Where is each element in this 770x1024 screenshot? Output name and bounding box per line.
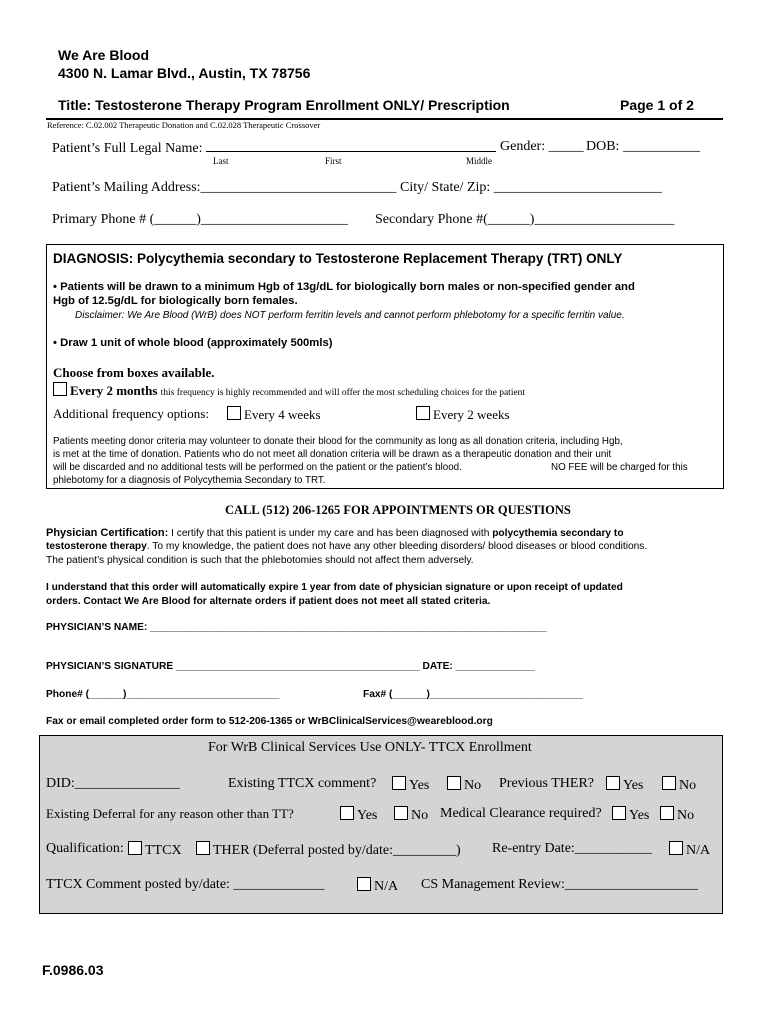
existing-deferral-no-checkbox[interactable] [394,806,408,820]
existing-deferral-no[interactable]: No [394,806,428,824]
no-fee-note: NO FEE will be charged for this [551,462,688,473]
qualification-ttcx-checkbox[interactable] [128,841,142,855]
medical-clearance-yes-checkbox[interactable] [612,806,626,820]
certification-line3: The patient’s physical condition is such that the phlebotomies should not affect them adversely. [46,555,474,566]
previous-ther-no[interactable]: No [662,776,696,794]
draw-unit-line: • Draw 1 unit of whole blood (approximately 500mls) [53,337,333,349]
ttcx-comment-na[interactable]: N/A [357,877,398,895]
primary-phone-field[interactable]: Primary Phone # (______)_____________________ [52,212,348,227]
reentry-na[interactable]: N/A [669,841,710,859]
did-field[interactable]: DID:_______________ [46,776,180,791]
donor-criteria-line2: is met at the time of donation. Patients who do not meet all donation criteria will be drawn as a therapeutic donation and their unit [53,449,612,460]
diagnosis-heading: DIAGNOSIS: Polycythemia secondary to Testosterone Replacement Therapy (TRT) ONLY [53,251,623,266]
existing-ttcx-no-checkbox[interactable] [447,776,461,790]
every-4-weeks-option[interactable] [227,406,321,423]
every-2-months-label: Every 2 months [70,383,158,398]
previous-ther-yes-checkbox[interactable] [606,776,620,790]
previous-ther-yes[interactable]: Yes [606,776,643,794]
dob-field[interactable]: DOB: ___________ [586,139,700,154]
form-id: F.0986.03 [42,962,104,978]
physician-fax-field[interactable]: Fax# (______)___________________________ [363,689,583,700]
medical-clearance-yes[interactable]: Yes [612,806,649,824]
reentry-date-field[interactable]: Re-entry Date:___________ [492,841,652,856]
hgb-criteria-line2: Hgb of 12.5g/dL for biologically born females. [53,295,298,307]
previous-ther-label: Previous THER? [499,776,595,791]
patient-name-line[interactable] [206,139,496,152]
donor-criteria-line1: Patients meeting donor criteria may volunteer to donate their blood for the community as long as all donation criteria, including Hgb, [53,436,623,447]
qualification-ther-checkbox[interactable] [196,841,210,855]
clinical-services-heading: For WrB Clinical Services Use ONLY- TTCX Enrollment [208,740,532,755]
page-indicator: Page 1 of 2 [620,97,694,113]
qualification-ther[interactable]: THER (Deferral posted by/date:_________) [196,841,461,859]
every-2-weeks-checkbox[interactable] [416,406,430,420]
existing-deferral-label: Existing Deferral for any reason other than TT? [46,806,294,821]
physician-signature-field[interactable]: PHYSICIAN’S SIGNATURE ___________________________________________ DATE: ______________ [46,661,535,672]
every-4-weeks-checkbox[interactable] [227,406,241,420]
donor-criteria-line3: will be discarded and no additional tests will be performed on the patient or the patient’s blood. [53,462,462,473]
secondary-phone-field[interactable]: Secondary Phone #(______)____________________ [375,212,675,227]
name-sub-middle: Middle [466,156,492,166]
existing-deferral-yes-checkbox[interactable] [340,806,354,820]
previous-ther-no-checkbox[interactable] [662,776,676,790]
cs-management-review-field[interactable]: CS Management Review:___________________ [421,877,698,892]
org-name: We Are Blood [58,47,150,63]
ferritin-disclaimer: Disclaimer: We Are Blood (WrB) does NOT perform ferritin levels and cannot perform phlebotomy for a specific ferritin value. [75,310,625,321]
gender-field[interactable]: Gender: _____ [500,139,584,154]
patient-name-field[interactable] [52,139,496,157]
org-address: 4300 N. Lamar Blvd., Austin, TX 78756 [58,65,311,81]
physician-name-field[interactable]: PHYSICIAN’S NAME: ______________________________________________________________________ [46,622,547,633]
existing-deferral-yes[interactable]: Yes [340,806,377,824]
name-sub-last: Last [213,156,229,166]
qualification-label: Qualification: [46,841,124,856]
call-appointments-line: CALL (512) 206-1265 FOR APPOINTMENTS OR QUESTIONS [225,503,571,517]
existing-ttcx-no[interactable]: No [447,776,481,794]
every-2-months-option[interactable] [53,382,525,399]
existing-ttcx-yes-checkbox[interactable] [392,776,406,790]
every-2-months-checkbox[interactable] [53,382,67,396]
reentry-na-checkbox[interactable] [669,841,683,855]
name-sub-first: First [325,156,342,166]
certification-line1: Physician Certification: I certify that this patient is under my care and has been diagnosed with polycythemia secondary to [46,527,624,539]
every-2-weeks-option[interactable] [416,406,510,423]
every-2-weeks-label: Every 2 weeks [433,407,510,422]
order-expiry-line2: orders. Contact We Are Blood for alternate orders if patient does not meet all stated criteria. [46,596,491,607]
every-2-months-note: this frequency is highly recommended and will offer the most scheduling choices for the patient [160,388,526,398]
existing-ttcx-label: Existing TTCX comment? [228,776,377,791]
donor-criteria-line4: phlebotomy for a diagnosis of Polycythemia Secondary to TRT. [53,475,326,486]
mailing-address-field[interactable]: Patient’s Mailing Address:____________________________ City/ State/ Zip: ________________________ [52,180,662,195]
medical-clearance-label: Medical Clearance required? [440,806,602,821]
additional-frequency-label: Additional frequency options: [53,406,209,421]
qualification-ttcx[interactable]: TTCX [128,841,182,859]
choose-boxes-label: Choose from boxes available. [53,365,215,380]
every-4-weeks-label: Every 4 weeks [244,407,321,422]
certification-line2: testosterone therapy. To my knowledge, the patient does not have any other bleeding disorders/ blood diseases or blood conditions. [46,541,648,552]
certification-label: Physician Certification: [46,527,169,539]
ttcx-comment-na-checkbox[interactable] [357,877,371,891]
reference-line: Reference: C.02.002 Therapeutic Donation and C.02.028 Therapeutic Crossover [47,120,321,130]
ttcx-comment-field[interactable]: TTCX Comment posted by/date: _____________ [46,877,325,892]
medical-clearance-no[interactable]: No [660,806,694,824]
physician-phone-field[interactable]: Phone# (______)___________________________ [46,689,280,700]
patient-name-label: Patient’s Full Legal Name: [52,141,206,156]
fax-email-instructions: Fax or email completed order form to 512-206-1365 or WrBClinicalServices@weareblood.org [46,716,493,727]
form-title: Title: Testosterone Therapy Program Enrollment ONLY/ Prescription [58,97,510,113]
existing-ttcx-yes[interactable]: Yes [392,776,429,794]
order-expiry-line1: I understand that this order will automatically expire 1 year from date of physician signature or upon receipt of updated [46,582,623,593]
hgb-criteria-line1: • Patients will be drawn to a minimum Hgb of 13g/dL for biologically born males or non-specified gender and [53,281,635,293]
medical-clearance-no-checkbox[interactable] [660,806,674,820]
